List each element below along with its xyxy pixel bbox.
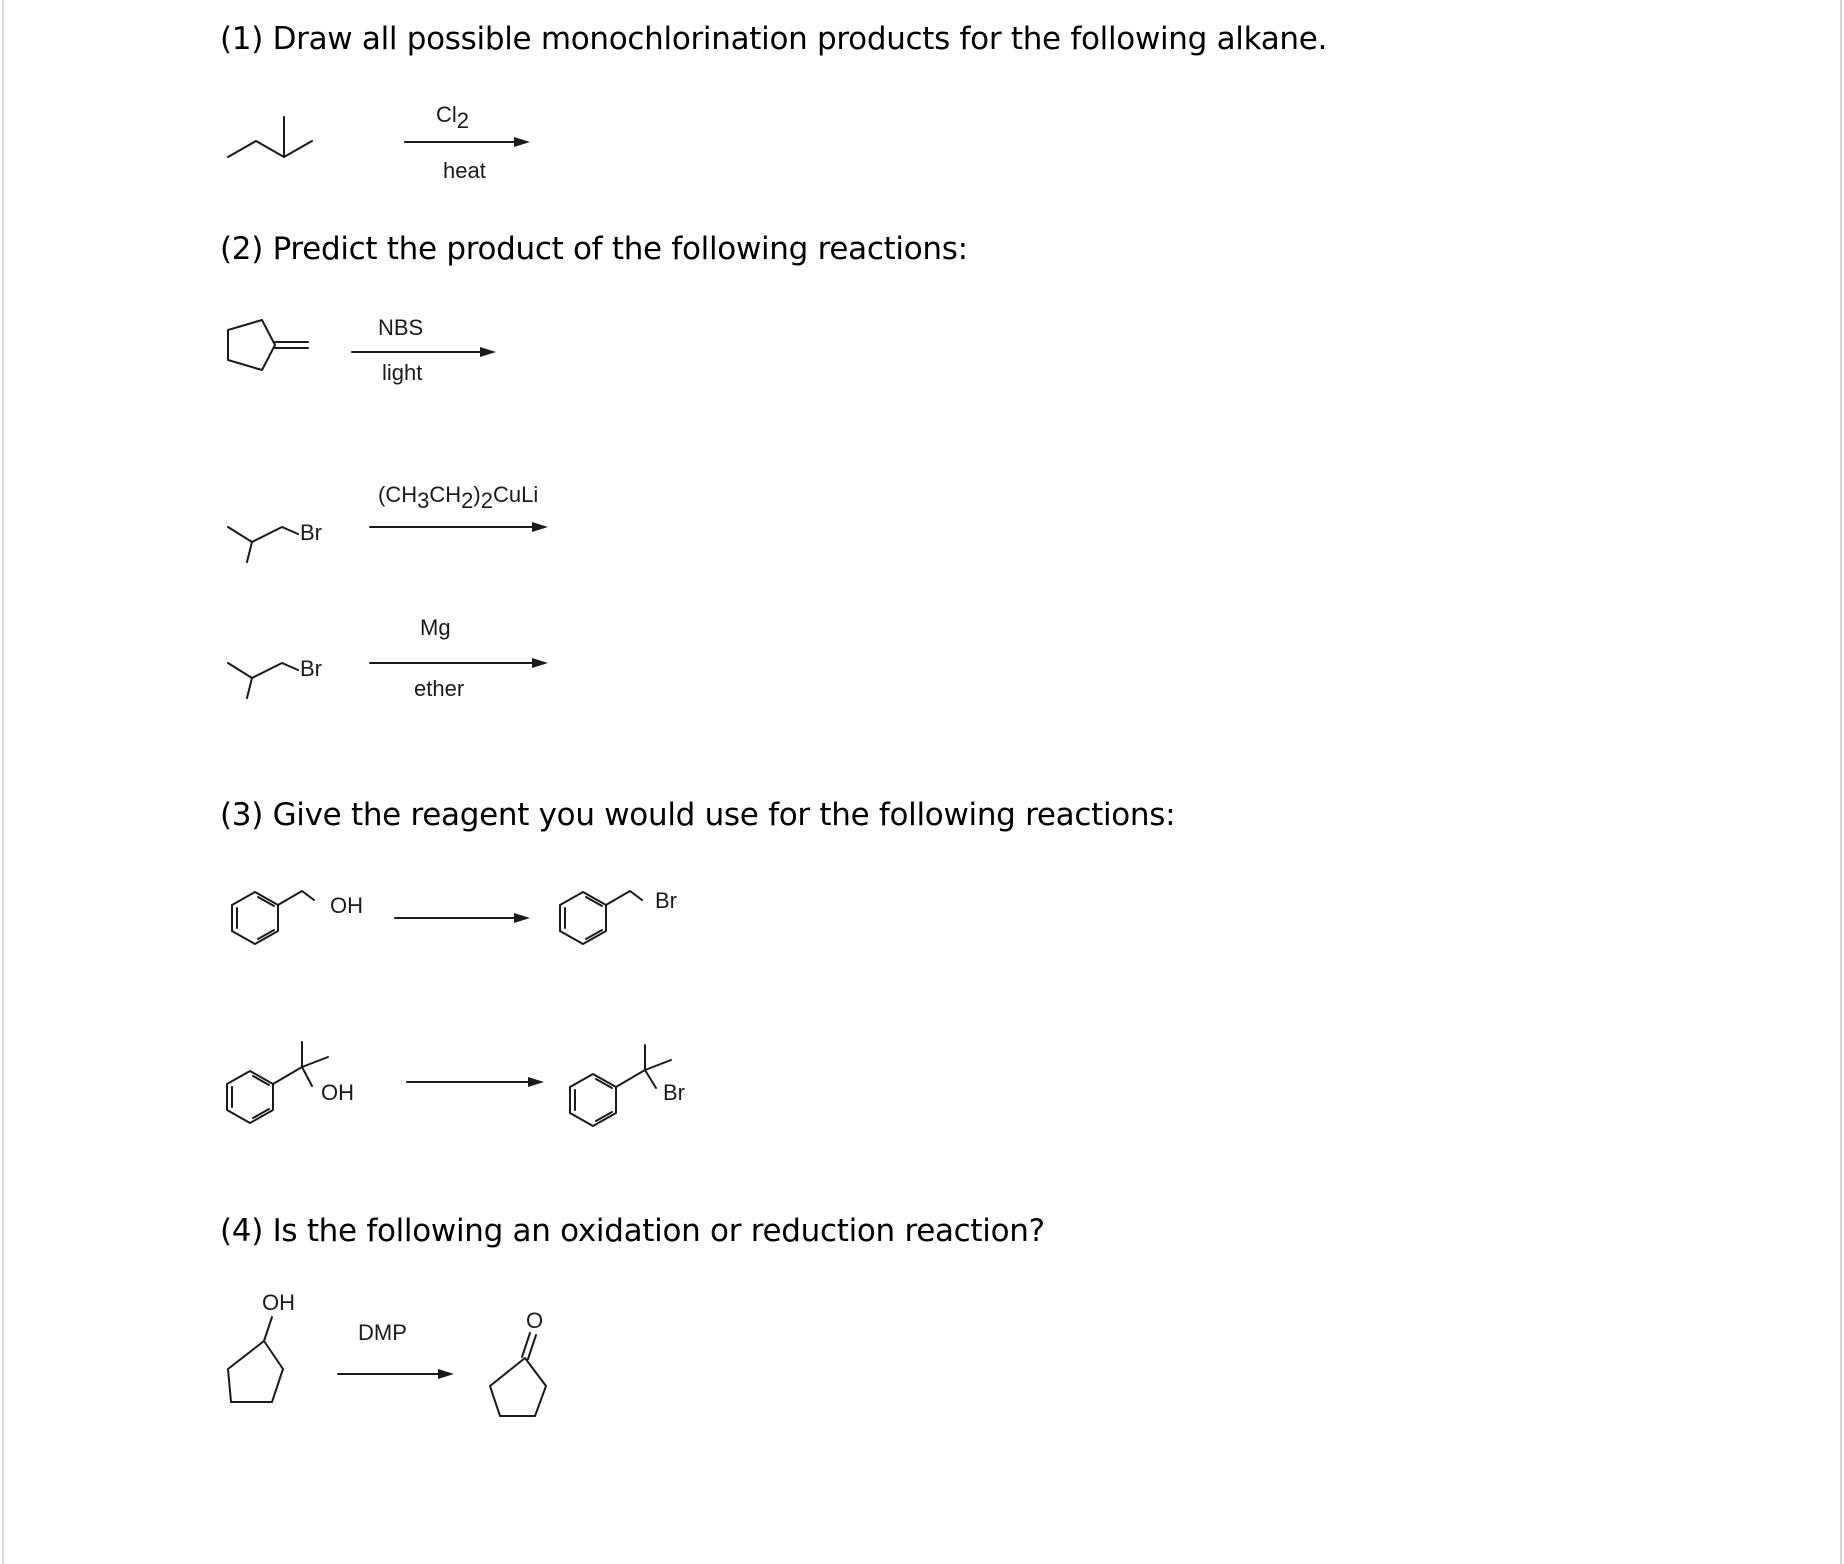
isobutyl-chain <box>228 527 298 542</box>
hydroxyl-bond <box>264 1317 272 1341</box>
reaction-7-reagent: DMP <box>358 1320 407 1345</box>
question-3-heading: (3) Give the reagent you would use for the following reactions: <box>220 797 1176 833</box>
reaction-1-reagent: Cl2 <box>436 102 470 133</box>
reaction-2-scheme <box>220 305 520 395</box>
reaction-2-condition: light <box>382 360 423 385</box>
cyclopentanone-ring <box>490 1358 546 1416</box>
reaction-4-arrowhead <box>532 658 548 668</box>
cyclopentanol-ring <box>228 1341 283 1402</box>
page-right-border <box>1840 0 1842 1564</box>
reaction-4-bromide: Br <box>300 656 322 681</box>
reaction-3-arrowhead <box>532 522 548 532</box>
reaction-5-arrowhead <box>514 913 530 923</box>
reaction-3-reagent: (CH3CH2)2CuLi <box>378 482 539 513</box>
isobutyl-branch <box>247 678 252 698</box>
reaction-4-reagent: Mg <box>420 615 451 640</box>
reaction-1-condition: heat <box>443 158 486 183</box>
reaction-7-start-group: OH <box>262 1290 295 1315</box>
reaction-6-product-group: Br <box>663 1080 685 1105</box>
reaction-4-condition: ether <box>414 676 465 701</box>
reaction-2-reagent: NBS <box>378 315 424 340</box>
reaction-1-scheme <box>220 95 560 195</box>
reaction-1-arrowhead <box>514 137 530 147</box>
reaction-2-arrowhead <box>480 347 496 357</box>
benzyl-bromide-structure <box>560 891 642 944</box>
benzyl-alcohol-structure <box>232 891 314 944</box>
page-left-border <box>2 0 4 1564</box>
reaction-6-arrowhead <box>528 1077 544 1087</box>
methylenecyclopentane-ring <box>228 320 275 370</box>
reaction-7-scheme <box>220 1290 580 1420</box>
reaction-6-scheme <box>220 1020 700 1130</box>
reaction-4-scheme <box>220 605 560 715</box>
carbonyl-bond-2 <box>528 1335 536 1359</box>
reaction-6-start-group: OH <box>321 1080 354 1105</box>
reaction-5-start-group: OH <box>330 893 363 918</box>
carbonyl-bond-1 <box>522 1333 530 1357</box>
isobutyl-chain <box>228 663 298 678</box>
reaction-3-scheme <box>220 470 560 570</box>
tertiary-bromide-structure <box>570 1045 671 1126</box>
question-4-heading: (4) Is the following an oxidation or reduction reaction? <box>220 1213 1045 1249</box>
question-2-heading: (2) Predict the product of the following reactions: <box>220 231 968 267</box>
reaction-5-product-group: Br <box>655 888 677 913</box>
reaction-5-scheme <box>220 875 700 975</box>
reaction-3-bromide: Br <box>300 520 322 545</box>
isobutyl-branch <box>247 542 252 562</box>
tertiary-alcohol-structure <box>227 1042 328 1123</box>
question-1-heading: (1) Draw all possible monochlorination products for the following alkane. <box>220 21 1328 57</box>
alkane-2-methylbutane <box>228 141 312 157</box>
reaction-7-product-group: O <box>526 1308 544 1333</box>
reaction-7-arrowhead <box>438 1369 454 1379</box>
